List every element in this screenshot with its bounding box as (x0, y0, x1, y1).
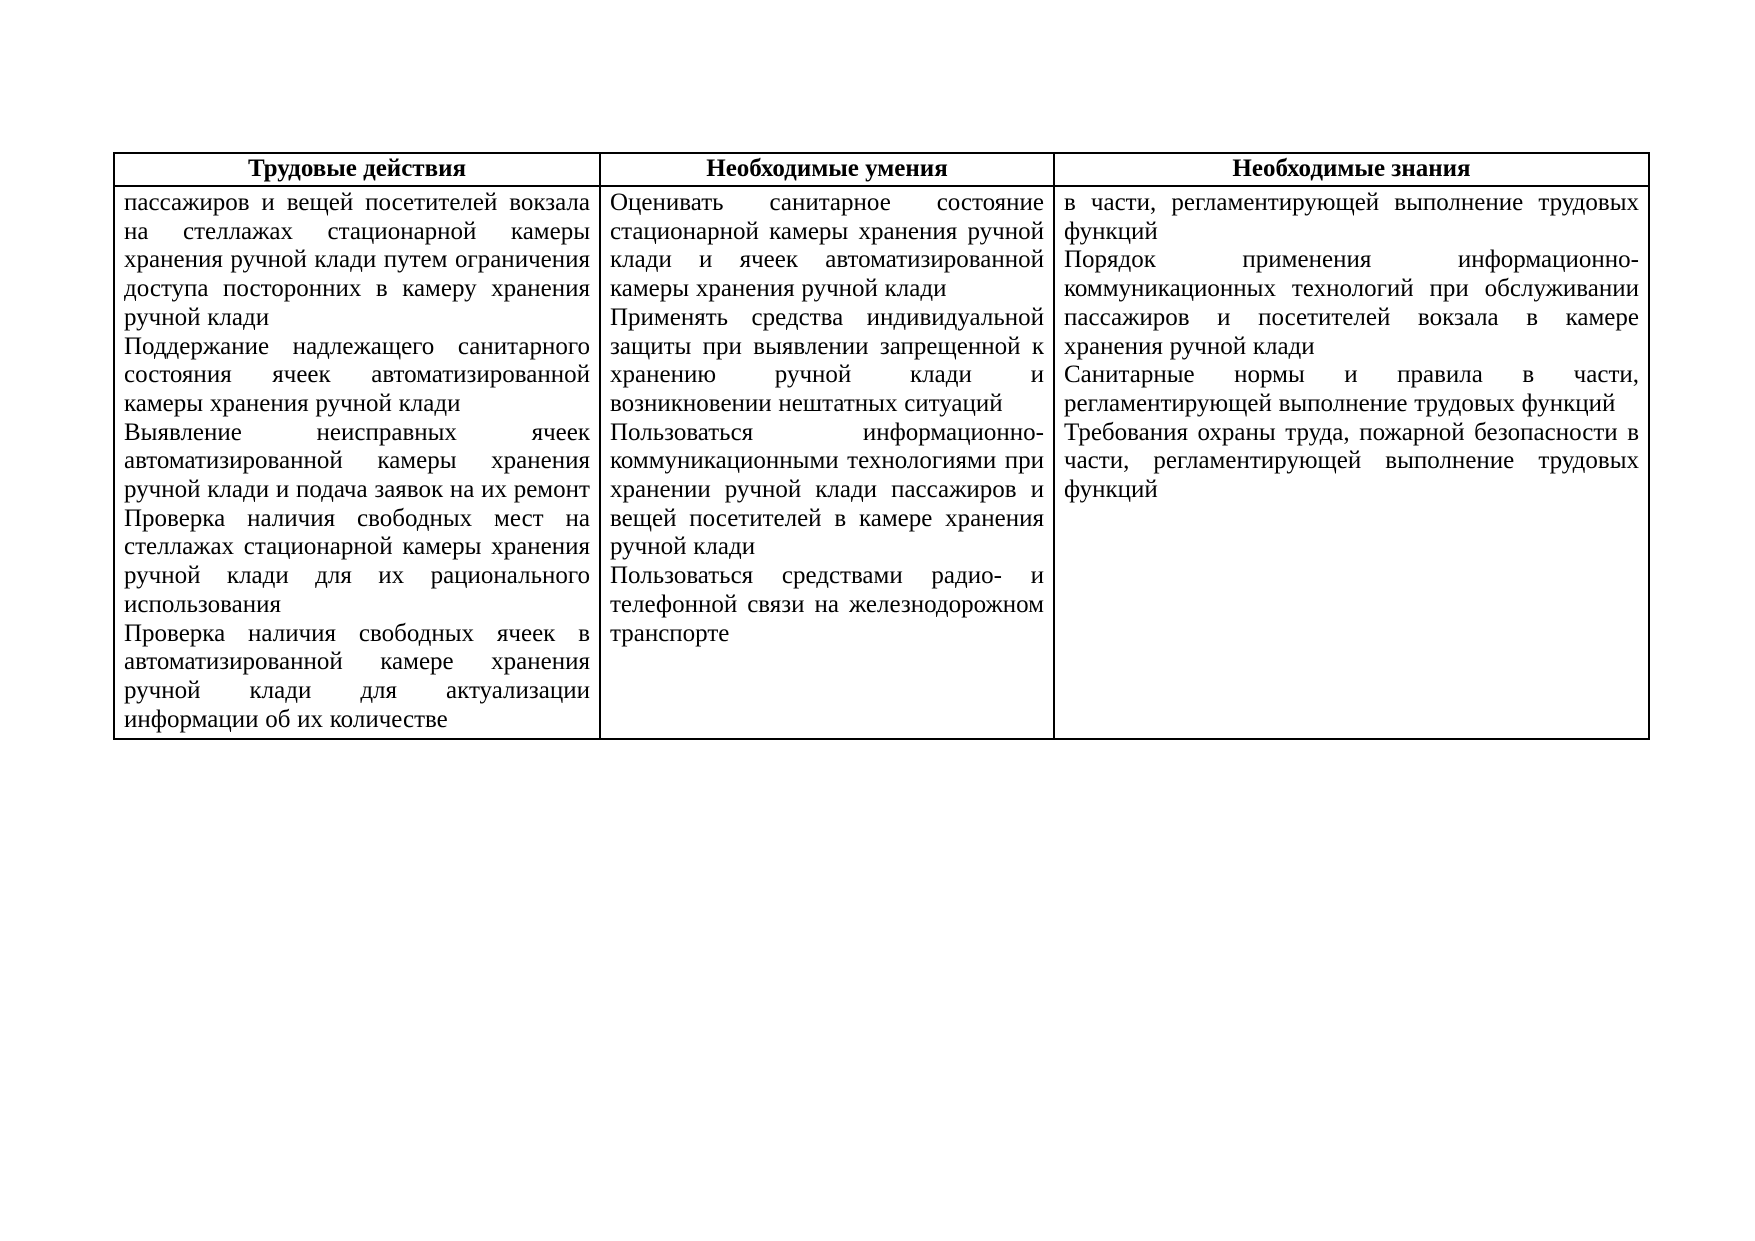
professional-standard-table (113, 152, 1650, 740)
skill-item: Применять средства индивидуальной защиты при выявлении запрещенной к хранению ручной клади и возникновении нештатных ситуаций (610, 303, 1044, 417)
table-body-row (114, 186, 1649, 739)
knowledge-item: Требования охраны труда, пожарной безопасности в части, регламентирующей выполнение трудовых функций (1064, 418, 1639, 504)
skill-item: Пользоваться средствами радио- и телефонной связи на железнодорожном транспорте (610, 562, 1044, 647)
skill-item: Оценивать санитарное состояние стационарной камеры хранения ручной клади и ячеек автоматизированной камеры хранения ручной клади (610, 189, 1044, 303)
knowledge-item: Порядок применения информационно-коммуникационных технологий при обслуживании пассажиров и посетителей вокзала в камере хранения ручной клади (1064, 246, 1639, 360)
cell-required-skills (600, 186, 1054, 739)
labor-action-item: Поддержание надлежащего санитарного состояния ячеек автоматизированной камеры хранения ручной клади (124, 332, 590, 417)
cell-required-knowledge (1054, 186, 1649, 739)
column-header-required-knowledge: Необходимые знания (1054, 153, 1649, 186)
table-header-row (114, 153, 1649, 186)
skill-item: Пользоваться информационно-коммуникационными технологиями при хранении ручной клади пассажиров и вещей посетителей в камере хранения ручной клади (610, 418, 1044, 561)
column-header-required-skills: Необходимые умения (600, 153, 1054, 186)
cell-labor-actions (114, 186, 600, 739)
knowledge-item: в части, регламентирующей выполнение трудовых функций (1064, 189, 1639, 245)
knowledge-item: Санитарные нормы и правила в части, регламентирующей выполнение трудовых функций (1064, 361, 1639, 417)
labor-action-item: пассажиров и вещей посетителей вокзала на стеллажах стационарной камеры хранения ручной клади путем ограничения доступа посторонних в камеру хранения ручной клади (124, 189, 590, 331)
labor-action-item: Проверка наличия свободных мест на стеллажах стационарной камеры хранения ручной клади для их рационального использования (124, 504, 590, 618)
labor-action-item: Выявление неисправных ячеек автоматизированной камеры хранения ручной клади и подача заявок на их ремонт (124, 418, 590, 504)
labor-action-item: Проверка наличия свободных ячеек в автоматизированной камере хранения ручной клади для актуализации информации об их количестве (124, 619, 590, 733)
column-header-labor-actions: Трудовые действия (114, 153, 600, 186)
